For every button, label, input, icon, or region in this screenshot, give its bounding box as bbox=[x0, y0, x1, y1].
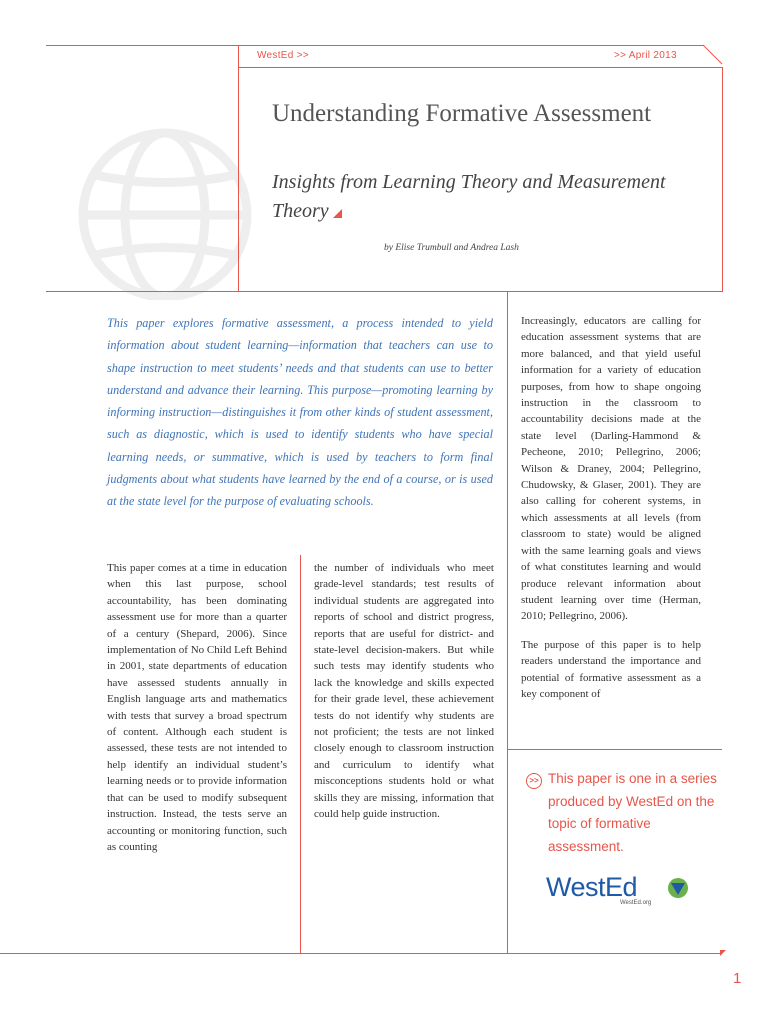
sidebar-divider bbox=[507, 291, 508, 953]
footer-corner-mark bbox=[720, 950, 730, 960]
body-paragraph: the number of individuals who meet grade-level standards; test results of individual students are aggregated into reports of school and district progress, reports that are useful for district- and state-level decision-makers. But while such tests may identify students who lack the knowledge and skills expected for their grade level, these achievement tests do not identify why students are not proficient; the tests are not linked closely enough to classroom instruction and curriculum to identify what misconceptions students hold or what skills they are missing, information that could help guide instruction. bbox=[314, 562, 494, 821]
title-box-right-rule bbox=[722, 67, 723, 292]
sidebar-paragraph-1: Increasingly, educators are calling for education assessment systems that are more balanced, and that yield useful information for a variety of education purposes, from how to shape ongoing instruction in the classroom to accountability decisions made at the state level (Darling-Hammond & Pecheone, 2010; Pellegrino, 2006; Wilson & Draney, 2004; Pellegrino, Chudowsky, & Glaser, 2001). They are also calling for coherent systems, in which assessments at all levels (from classroom to state) would be aligned with the same learning goals and views of what constitutes learning and would produce relevant information about student learning over time (Herman, 2010; Pellegrino, 2006). bbox=[521, 315, 701, 623]
header-corner-fold bbox=[700, 44, 724, 68]
page-number: 1 bbox=[733, 970, 742, 987]
sidebar-paragraph-2: The purpose of this paper is to help readers understand the importance and potential of formative assessment as a key component of bbox=[521, 638, 701, 700]
title-box-left-rule bbox=[238, 45, 239, 292]
callout-chevron-icon: >> bbox=[526, 773, 542, 789]
logo-url: WestEd.org bbox=[620, 900, 652, 906]
column-divider bbox=[300, 555, 301, 953]
body-column-1 bbox=[107, 560, 287, 855]
globe-watermark-icon bbox=[55, 120, 255, 300]
body-column-2 bbox=[314, 560, 494, 823]
sidebar-column bbox=[521, 313, 701, 702]
callout-text: This paper is one in a series produced by WestEd on the topic of formative assessment. bbox=[548, 771, 717, 854]
header-top-rule bbox=[46, 45, 704, 46]
abstract: This paper explores formative assessment, a process intended to yield information about student learning—information that teachers can use to shape instruction to meet students’ needs and that students can use to better understand and advance their learning. This purpose—promoting learning by informing instruction—distinguishes it from other kinds of student assessment, such as diagnostic, which is used to identify students who have special learning needs, or summative, which is used by teachers to form final judgments about what students have learned by the end of a course, or is used at the state level for the purpose of evaluating schools. bbox=[107, 316, 493, 509]
callout-top-rule bbox=[507, 749, 722, 750]
header-rule bbox=[238, 67, 723, 68]
page-subtitle-text: Insights from Learning Theory and Measurement Theory bbox=[272, 171, 666, 222]
header-publisher[interactable]: WestEd >> bbox=[257, 50, 309, 61]
wested-logo[interactable] bbox=[546, 872, 706, 912]
byline: by Elise Trumbull and Andrea Lash bbox=[384, 243, 519, 253]
header-date: >> April 2013 bbox=[614, 50, 677, 61]
footer-rule bbox=[0, 953, 722, 954]
page-title: Understanding Formative Assessment bbox=[272, 100, 652, 127]
logo-wordmark: WestEd bbox=[546, 872, 638, 902]
title-box-bottom-rule bbox=[46, 291, 723, 292]
body-paragraph: This paper comes at a time in education when this last purpose, school accountability, has been dominating assessment use for more than a quarter of a century (Shepard, 2006). Since implementation of No Child Left Behind in 2001, state departments of education have assessed students annually in English language arts and mathematics with tests that survey a broad spectrum of content. Although each student is assessed, these tests are not intended to help identify an individual student’s learning needs or to provide information that can be used to modify subsequent instruction. Instead, the tests serve an accounting or monitoring function, such as counting bbox=[107, 562, 287, 853]
subtitle-marker-icon bbox=[333, 209, 342, 218]
logo-globe-icon bbox=[667, 877, 689, 899]
page-subtitle bbox=[272, 168, 692, 226]
